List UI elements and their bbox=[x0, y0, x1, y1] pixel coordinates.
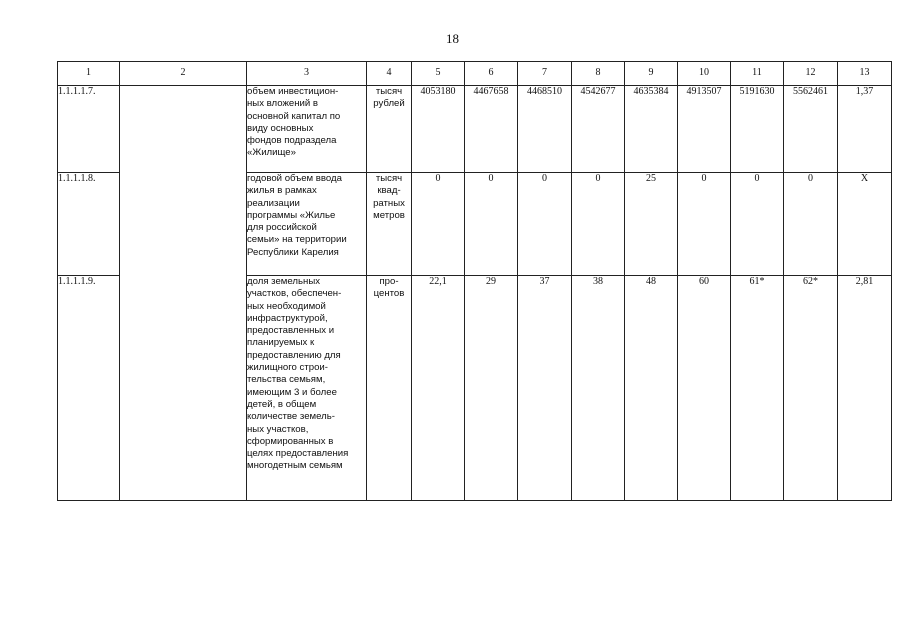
column-header: 7 bbox=[518, 62, 572, 86]
column-header: 1 bbox=[58, 62, 120, 86]
value-cell: 4542677 bbox=[572, 86, 625, 173]
value-cell: 5562461 bbox=[784, 86, 838, 173]
column-header: 2 bbox=[120, 62, 247, 86]
value-cell: 4467658 bbox=[465, 86, 518, 173]
column-header: 13 bbox=[838, 62, 892, 86]
value-cell: 61* bbox=[731, 276, 784, 501]
table-row bbox=[58, 86, 892, 173]
row-number: 1.1.1.1.7. bbox=[58, 86, 120, 173]
value-cell: 38 bbox=[572, 276, 625, 501]
unit-cell bbox=[367, 86, 412, 173]
page-number: 18 bbox=[446, 31, 459, 46]
indicator-description bbox=[247, 86, 367, 173]
value-cell: 29 bbox=[465, 276, 518, 501]
indicator-description bbox=[247, 173, 367, 276]
value-cell: 0 bbox=[784, 173, 838, 276]
value-cell: 60 bbox=[678, 276, 731, 501]
row-number: 1.1.1.1.8. bbox=[58, 173, 120, 276]
indicator-description bbox=[247, 276, 367, 501]
column-header: 10 bbox=[678, 62, 731, 86]
value-cell: 62* bbox=[784, 276, 838, 501]
column-header: 9 bbox=[625, 62, 678, 86]
column-header: 6 bbox=[465, 62, 518, 86]
value-cell: 4913507 bbox=[678, 86, 731, 173]
value-cell: 25 bbox=[625, 173, 678, 276]
name-cell bbox=[120, 86, 247, 501]
value-cell: 4635384 bbox=[625, 86, 678, 173]
value-cell: 0 bbox=[731, 173, 784, 276]
value-cell: 4053180 bbox=[412, 86, 465, 173]
value-cell: 48 bbox=[625, 276, 678, 501]
value-cell: 2,81 bbox=[838, 276, 892, 501]
unit-text: тысяч квад- ратных метров bbox=[373, 173, 405, 221]
value-cell: 0 bbox=[678, 173, 731, 276]
indicator-text: объем инвестицион- ных вложений в основной капитал по виду основных фондов подраздела «Жилище» bbox=[247, 86, 341, 159]
column-header: 4 bbox=[367, 62, 412, 86]
unit-text: тысяч рублей bbox=[373, 86, 405, 110]
column-header: 3 bbox=[247, 62, 367, 86]
row-number: 1.1.1.1.9. bbox=[58, 276, 120, 501]
value-cell: Х bbox=[838, 173, 892, 276]
column-header: 11 bbox=[731, 62, 784, 86]
value-cell: 4468510 bbox=[518, 86, 572, 173]
column-header: 8 bbox=[572, 62, 625, 86]
value-cell: 1,37 bbox=[838, 86, 892, 173]
unit-text: про- центов bbox=[373, 276, 405, 300]
column-header: 5 bbox=[412, 62, 465, 86]
value-cell: 37 bbox=[518, 276, 572, 501]
value-cell: 0 bbox=[465, 173, 518, 276]
header-row bbox=[58, 62, 892, 86]
value-cell: 5191630 bbox=[731, 86, 784, 173]
value-cell: 0 bbox=[412, 173, 465, 276]
data-table bbox=[57, 61, 892, 501]
value-cell: 22,1 bbox=[412, 276, 465, 501]
unit-cell bbox=[367, 173, 412, 276]
value-cell: 0 bbox=[518, 173, 572, 276]
indicator-text: годовой объем ввода жилья в рамках реализации программы «Жилье для российской семьи» на территории Республики Карелия bbox=[247, 173, 347, 258]
indicator-text: доля земельных участков, обеспечен- ных необходимой инфраструктурой, предоставленных и планируемых к предоставлению для жилищного строи- тельства семьям, имеющим 3 и более детей, в общем количестве земель- ных участков, сформированных в целях предоставления многодетным семьям bbox=[247, 276, 349, 472]
column-header: 12 bbox=[784, 62, 838, 86]
unit-cell bbox=[367, 276, 412, 501]
value-cell: 0 bbox=[572, 173, 625, 276]
